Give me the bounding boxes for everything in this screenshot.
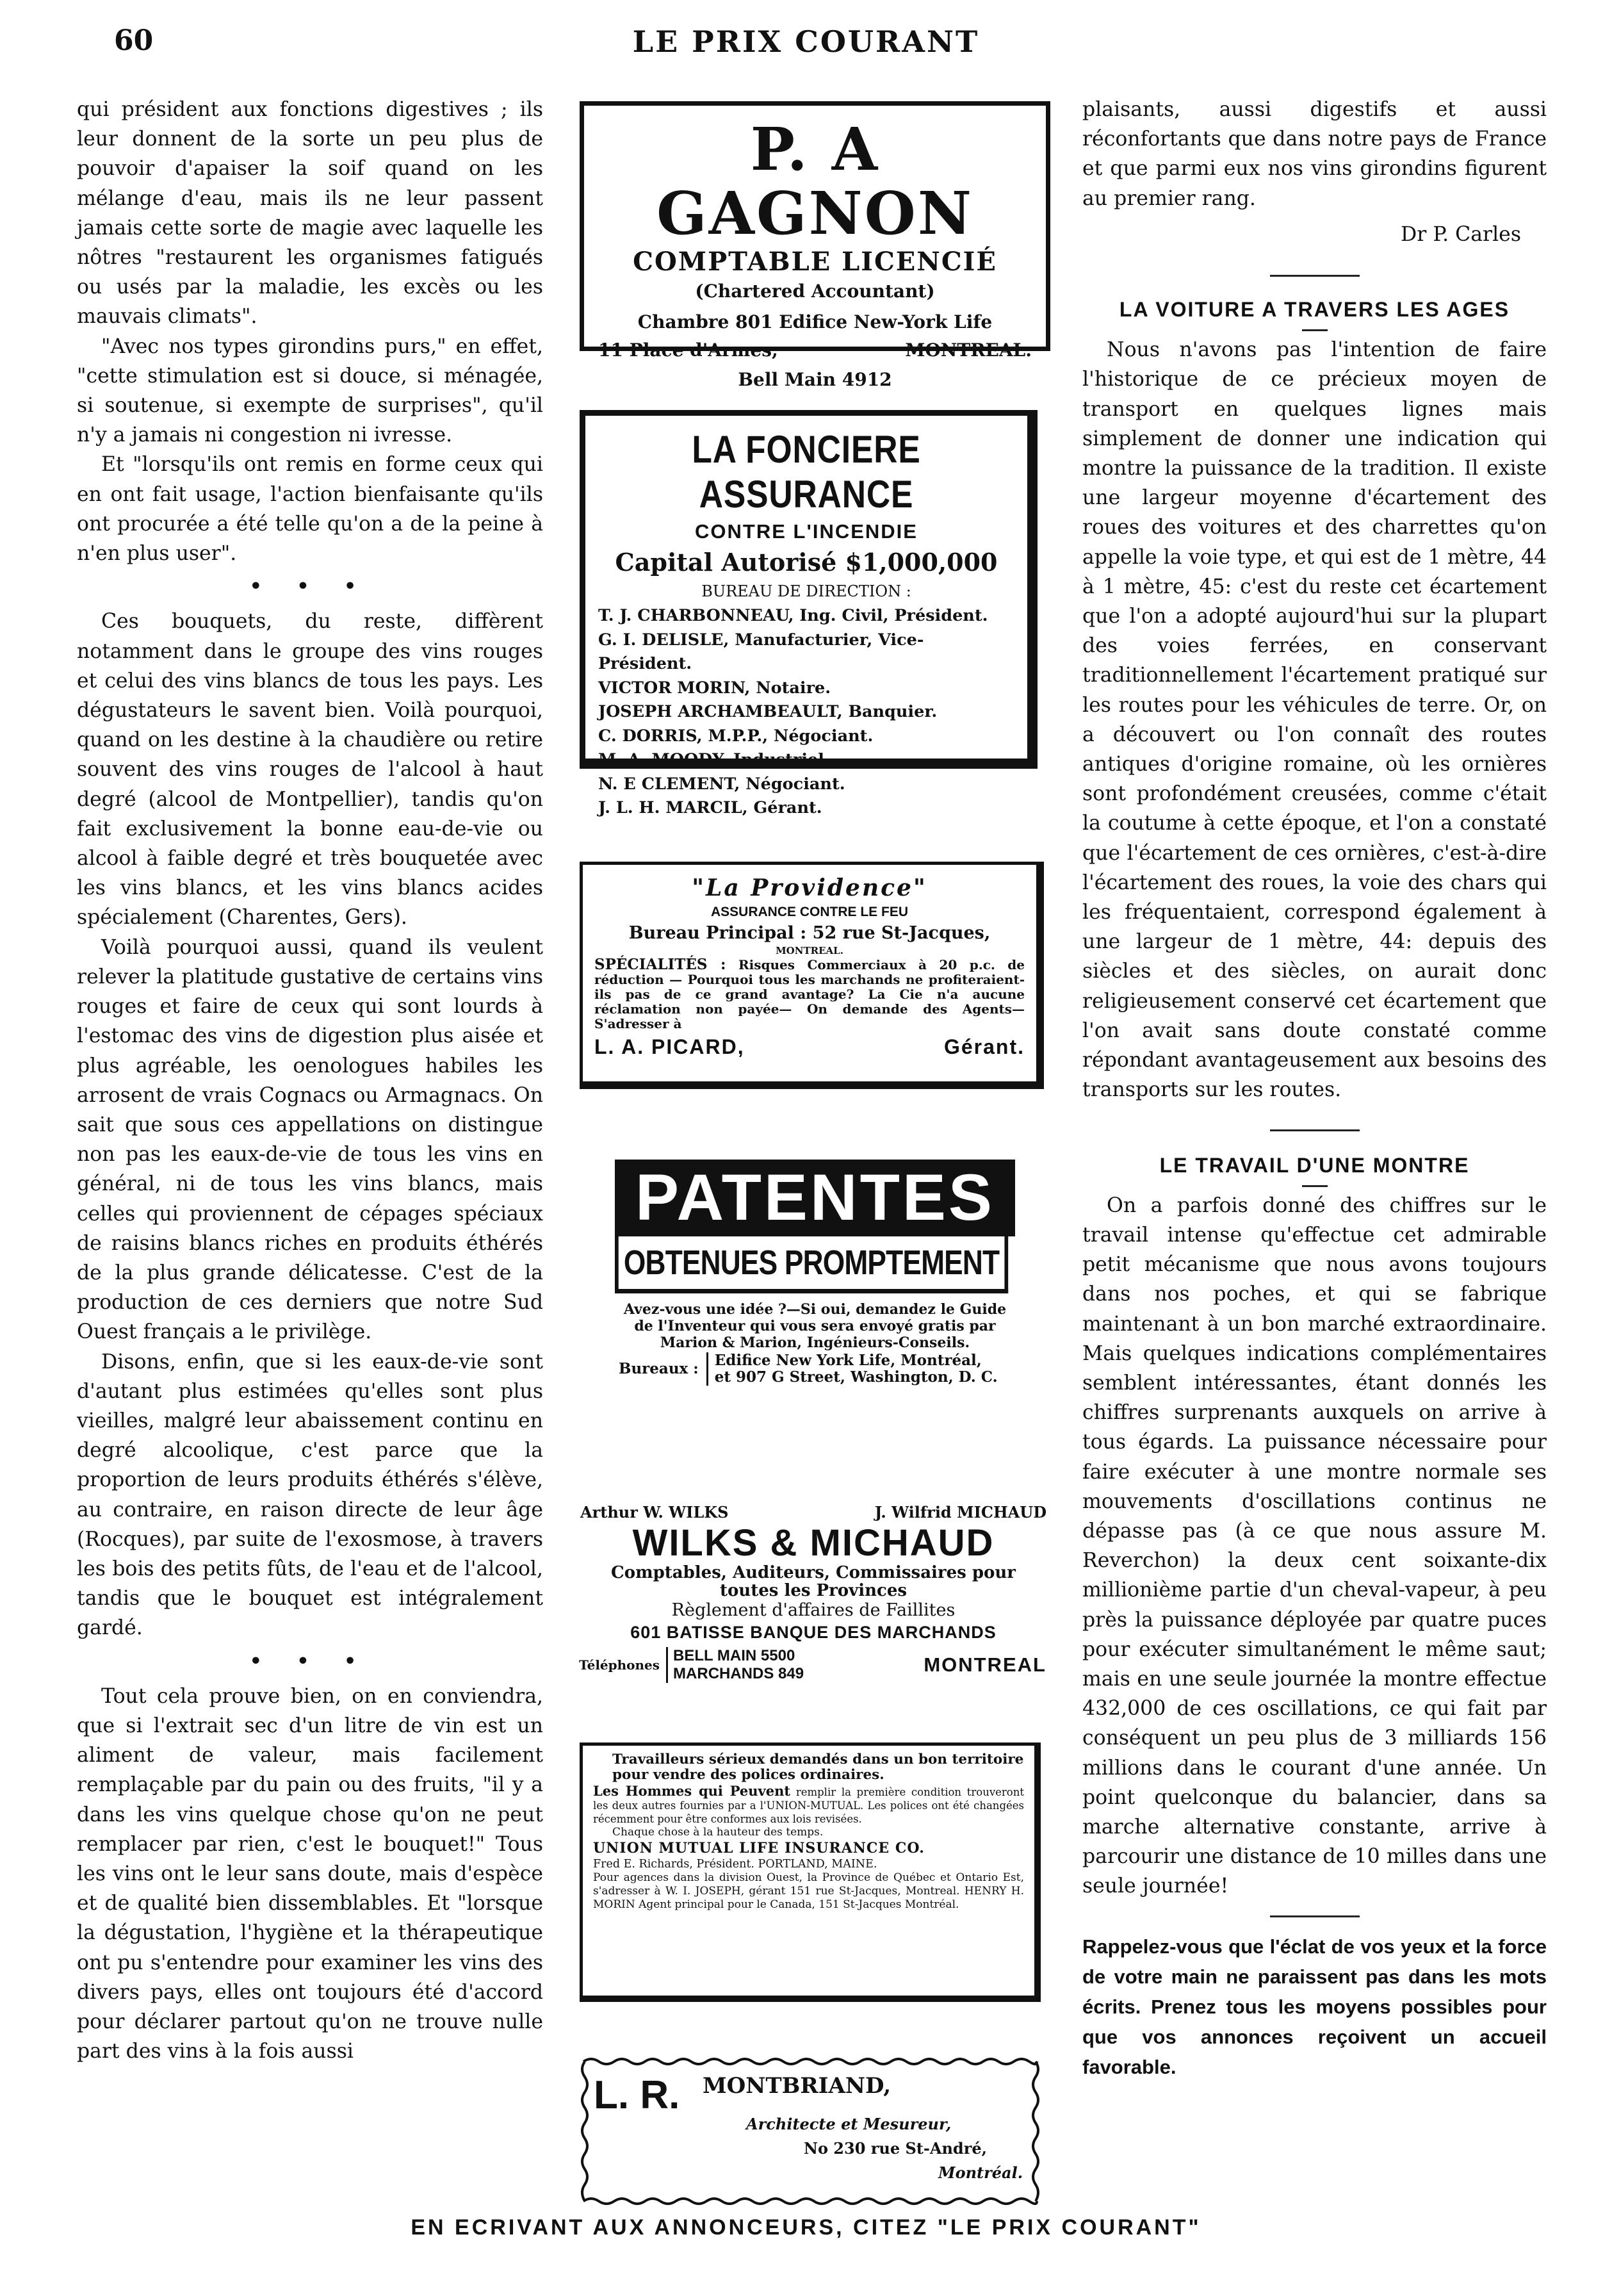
ad-providence-signature [594,1033,1025,1061]
ad-wilks-title: WILKS & MICHAUD [632,1522,995,1564]
ad-fonciere-capital: Capital Autorisé $1,000,000 [615,548,998,577]
ad-wilks-line1: Comptables, Auditeurs, Commissaires pour toutes les Provinces [611,1563,1016,1600]
ad-wilks-phones [576,1647,1050,1683]
ad-wilks-tel-label: Téléphones [579,1657,660,1673]
ad-union-president: Fred E. Richards, Président. PORTLAND, MAINE. [593,1858,877,1871]
paragraph: Disons, enfin, que si les eaux-de-vie sont d'autant plus estimées qu'elles sont plus vieilles, malgré leur abaissement continu en degré alcoolique, c'est parce que la proportion de leurs produits éthérés s'élève, au contraire, en raison directe de leur âge (Rocques), par suite de l'exosmose, à travers les bois des petits fûts, de l'eau et de l'alcool, tandis que le bouquet est intégralement gardé. [77,1350,543,1640]
ad-gagnon-name: P. A GAGNON [656,115,973,248]
ad-patentes [615,1160,1015,1409]
ad-providence-role: Gérant. [943,1035,1025,1058]
ad-gagnon-title: COMPTABLE LICENCIÉ [633,247,997,277]
list-item: BELL MAIN 5500 [673,1647,795,1664]
ad-wilks-city: MONTREAL [924,1653,1046,1676]
ad-wilks-tel-list [666,1647,804,1683]
page-number: 60 [114,24,154,57]
ad-union-lead: Les Hommes qui Peuvent [593,1783,791,1799]
ad-wilks-names [576,1502,1050,1523]
paragraph: Tout cela prouve bien, on en conviendra, que si l'extrait sec d'un litre de vin est un aliment de valeur, mais facilement remplaçable par du pain ou des fruits, "il y a dans les vins quelque chose qu'on ne peut remplacer par rien, c'est le bouquet!" Tous les vins ont le leur sans doute, mais d'espèce et de qualité bien dissemblables. Et "lorsque la dégustation, l'hygiène et la thérapeutique ont pu s'entendre pour examiner les vins des divers pays, elles ont toujours été d'accord pour déclarer partout qu'on ne trouve nulle part des vins à la fois aussi [77,1684,543,2063]
paragraph: plaisants, aussi digestifs et aussi réconfortants que dans notre pays de France et que parmi eux nos vins girondins figurent au premier rang. [1082,98,1547,210]
ad-patentes-top: PATENTES [615,1160,1015,1236]
ad-union-company: UNION MUTUAL LIFE INSURANCE CO. [593,1840,925,1857]
ad-providence-line1: ASSURANCE CONTRE LE FEU [710,905,909,919]
ad-providence-name: "La Providence" [692,874,927,901]
ad-patentes-bureaux [615,1352,1015,1386]
ad-wilks-left-name: Arthur W. WILKS [580,1503,729,1521]
paragraph: "Avec nos types girondins purs," en effet, "cette stimulation est si douce, si ménagée, si soutenue, si exempte de surprises", qu'il n'y a jamais ni congestion ni ivresse. [77,334,543,447]
ad-gagnon-city [584,336,1046,365]
list-item: G. I. DELISLE, Manufacturier, Vice-Président. [598,630,924,673]
ad-patentes-addresses [706,1352,998,1386]
notice: Rappelez-vous que l'éclat de vos yeux et la force de votre main ne paraissent pas dans les mots écrits. Prenez tous les moyens possibles pour que vos annonces reçoivent un accueil favorable. [1082,1935,1547,2078]
ad-patentes-bottom: OBTENUES PROMPTEMENT [615,1236,1008,1293]
ad-montbriand-line2: No 230 rue St-André, [804,2139,987,2158]
ad-providence-address: Bureau Principal : 52 rue St-Jacques, [628,923,991,943]
footer: EN ECRIVANT AUX ANNONCEURS, CITEZ "LE PRIX COURANT" [411,2215,1201,2240]
ad-providence-city: MONTREAL. [776,945,843,956]
paragraph: Ces bouquets, du reste, diffèrent notamment dans le groupe des vins rouges et celui des vins blancs de tous les pays. Les dégustateurs le savent bien. Voilà pourquoi, quand on les destine à la chaudière ou retire souvent des vins rouges de l'alcool à haut degré (alcool de Montpellier), tandis qu'on fait exclusivement la bonne eau-de-vie ou alcool à faible degré et très bouquetée avec les vins blancs, et les vins blancs acides spécialement (Charentes, Gers). [77,610,543,930]
paragraph: Nous n'avons pas l'intention de faire l'historique de ce précieux moyen de transport en quelques lignes mais simplement de donner une indication qui montre la puissance de la tradition. Il existe une largeur moyenne d'écartement des roues des voitures et des charrettes qu'on appelle la voie type, et qui est de 1 mètre, 44 à 1 mètre, 45: c'est du reste cet écartement que l'on a adopté aujourd'hui sur la plupart des voies ferrées, en conservant traditionnellement l'écartement pratiqué sur les routes pour les véhicules de terre. Or, on a découvert ou l'on connaît des routes antiques d'origine romaine, où les ornières sont profondément creusées, comme c'était la coutume à cette époque, et l'on a constaté que l'écartement de ces ornières, c'est-à-dire l'écartement des roues, la voie des chars qui les fréquentaient, correspond également à une largeur de 1 mètre, 44: depuis des siècles et des siècles, on aurait donc religieusement conservé cet écartement que l'on avait sans doute constaté comme répondant avantageusement aux besoins des transports sur les routes. [1082,338,1547,1102]
list-item: C. DORRIS, M.P.P., Négociant. [598,726,874,746]
ad-gagnon-sub: (Chartered Accountant) [695,281,935,302]
list-item: J. L. H. MARCIL, Gérant. [598,798,822,817]
ad-union-body2: Chaque chose à la hauteur des temps. [612,1826,824,1839]
paragraph: qui président aux fonctions digestives ; ils leur donnent de la sorte un peu plus de pouvoir d'apaiser la soif quand on les mélange d'eau, mais ils ne leur passent jamais cette sorte de magie avec laquelle les nôtres "restaurent les organismes fatigués ou usés par la maladie, les excès ou les mauvais climats". [77,98,543,329]
page-title: LE PRIX COURANT [632,24,980,59]
ad-gagnon-address: Chambre 801 Edifice New-York Life [637,311,993,332]
ad-providence-specialites [594,957,1025,1031]
ad-gagnon-city-name: MONTREAL. [905,340,1032,361]
ad-patentes-bureaux-label: Bureaux : [619,1360,699,1377]
ad-gagnon [580,101,1050,390]
ad-fonciere [580,410,1038,817]
divider [1270,1129,1360,1131]
divider [1302,329,1328,331]
divider [1302,1185,1328,1187]
list-item: Edifice New York Life, Montréal, [714,1352,982,1369]
ad-union-head: Travailleurs sérieux demandés dans un bon territoire pour vendre des polices ordinaires. [612,1751,1024,1783]
signature: Dr P. Carles [1401,222,1521,246]
ad-montbriand [580,2056,1041,2207]
ad-providence [580,862,1044,1089]
ad-montbriand-name: MONTBRIAND, [703,2073,891,2099]
ad-montbriand-line1: Architecte et Mesureur, [746,2115,952,2133]
left-column [77,95,543,2066]
right-column [1082,95,1547,2082]
section-separator: • • • [249,575,371,598]
list-item: JOSEPH ARCHAMBEAULT, Banquier. [598,702,938,721]
ad-wilks-line3: 601 BATISSE BANQUE DES MARCHANDS [630,1623,997,1642]
list-item: T. J. CHARBONNEAU, Ing. Civil, Président. [598,606,988,625]
list-item: MARCHANDS 849 [673,1665,804,1682]
ad-union-body1: remplir la première condition trouveront les deux autres fournies par a l'UNION-MUTUAL. Les polices ont été changées récemment pour être conformes aux lois revisées. [593,1786,1024,1825]
ad-fonciere-members [596,604,1017,821]
list-item: N. E CLEMENT, Négociant. [598,774,845,794]
section-separator: • • • [249,1650,371,1673]
ad-wilks [576,1502,1050,1701]
ad-providence-signer: L. A. PICARD, [594,1035,745,1058]
ad-union-mutual [580,1742,1041,2002]
ad-patentes-text: Avez-vous une idée ?—Si oui, demandez le Guide de l'Inventeur qui vous sera envoyé gratis par Marion & Marion, Ingénieurs-Conseils. [623,1301,1007,1351]
list-item: M. A. MOODY, Industriel. [598,750,830,769]
section-heading: LE TRAVAIL D'UNE MONTRE [1159,1153,1470,1177]
ad-gagnon-street: 11 Place d'Armes, [598,340,778,361]
ad-union-body3: Pour agences dans la division Ouest, la Province de Québec et Ontario Est, s'adresser à W. I. JOSEPH, gérant 151 rue St-Jacques, Montreal. HENRY H. MORIN Agent principal pour le Canada, 151 St-Jacques Montréal. [593,1871,1024,1911]
paragraph: Et "lorsqu'ils ont remis en forme ceux qui en ont fait usage, l'action bienfaisante qu'ils ont procurée a été telle qu'on a de la peine à n'en plus user". [77,453,543,566]
ad-montbriand-initials: L. R. [594,2073,680,2117]
ad-montbriand-line3: Montréal. [938,2163,1023,2182]
paragraph: Voilà pourquoi aussi, quand ils veulent relever la platitude gustative de certains vins rouges et faire de ceux qui sont lourds à l'estomac des vins de digestion plus aisée et plus agréable, les oenologues habiles les arrosent de vrais Cognacs ou Armagnacs. On sait que sous ces appellations on distingue non pas les eaux-de-vie de tous les vins en général, ni de tous les vins blancs, mais celles qui proviennent de cépages spéciaux de raisins blancs riches en produits éthérés de la plus grande délicatesse. C'est de la production de ces derniers que notre Sud Ouest français a le privilège. [77,935,543,1344]
divider [1270,275,1360,277]
ad-fonciere-line1: CONTRE L'INCENDIE [695,520,918,543]
section-heading: LA VOITURE A TRAVERS LES AGES [1119,298,1510,322]
ad-wilks-line2: Règlement d'affaires de Faillites [671,1600,956,1620]
ad-providence-spec-label: SPÉCIALITÉS : [594,956,726,973]
ad-providence-spec-text: Risques Commerciaux à 20 p.c. de réduction — Pourquoi tous les marchands ne profiteraient-ils pas de ce grand avantage? La Cie n'a aucune réclamation non payée— On demande des Agents— S'adresser à [594,957,1025,1031]
ad-union-body [593,1784,1024,1826]
ad-wilks-right-name: J. Wilfrid MICHAUD [874,1503,1046,1521]
ad-fonciere-bureau: BUREAU DE DIRECTION : [701,582,911,600]
ad-fonciere-name: LA FONCIERE ASSURANCE [692,428,921,516]
divider [1270,1915,1360,1917]
ad-gagnon-phone: Bell Main 4912 [738,369,892,390]
list-item: VICTOR MORIN, Notaire. [598,678,831,698]
list-item: et 907 G Street, Washington, D. C. [714,1368,998,1386]
paragraph: On a parfois donné des chiffres sur le travail intense qu'effectue cet admirable petit mécanisme que nous avons toujours dans nos poches, et qui se fabrique maintenant à un bon marché extraordinaire. Mais quelques indications complémentaires semblent intéressantes, étant donnés les chiffres surprenants auxquels on arrive à tous égards. La puissance nécessaire pour faire exécuter à une montre normale ses mouvements d'oscillations continus ne dépasse pas (à ce que nous assure M. Reverchon) la deux cent soixante-dix millionième partie d'un cheval-vapeur, à peu près la puissance déployée par quatre puces pour exécuter simultanément le même saut; mais en une seule journée la montre effectue 432,000 de ces oscillations, ce qui fait par conséquent un peu plus de 3 milliards 156 millions dans le courant d'une année. Un point quelconque du balancier, dans sa marche alternative constante, arrive à parcourir une distance de 10 milles dans une seule journée! [1082,1193,1547,1898]
